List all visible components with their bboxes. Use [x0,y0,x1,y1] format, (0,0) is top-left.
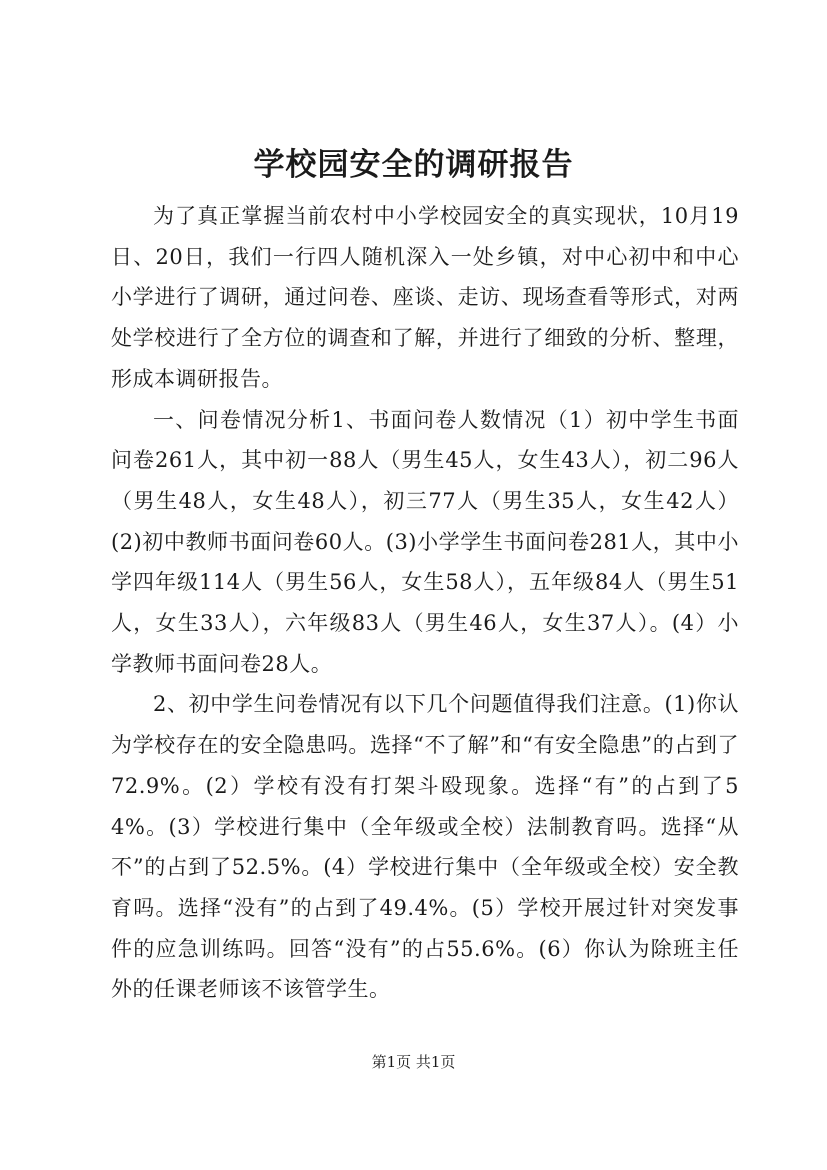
page-footer: 第1页 共1页 [371,1053,456,1071]
paragraph-intro: 为了真正掌握当前农村中小学校园安全的真实现状，10月19日、20日，我们一行四人随机深入一处乡镇，对中心初中和中心小学进行了调研，通过问卷、座谈、走访、现场查看等形式，对两处学校进行了全方位的调查和了解，并进行了细致的分析、整理，形成本调研报告。 [111,204,739,391]
paragraph-middle-school-findings: 2、初中学生问卷情况有以下几个问题值得我们注意。(1)你认为学校存在的安全隐患吗。选择“不了解”和“有安全隐患”的占到了72.9%。(2）学校有没有打架斗殴现象。选择“有”的占到了54%。(3）学校进行集中（全年级或全校）法制教育吗。选择“从不”的占到了52.5%。(4）学校进行集中（全年级或全校）安全教育吗。选择“没有”的占到了49.4%。(5）学校开展过针对突发事件的应急训练吗。回答“没有”的占55.6%。(6）你认为除班主任外的任课老师该不该管学生。 [111,692,739,1002]
document-title: 学校园安全的调研报告 [253,147,574,183]
document-body [111,196,739,1010]
paragraph-questionnaire-count: 一、问卷情况分析1、书面问卷人数情况（1）初中学生书面问卷261人，其中初一88人（男生45人，女生43人），初二96人（男生48人，女生48人），初三77人（男生35人，女生42人）(2)初中教师书面问卷60人。(3)小学学生书面问卷281人，其中小学四年级114人（男生56人，女生58人），五年级84人（男生51人，女生33人），六年级83人（男生46人，女生37人）。(4）小学教师书面问卷28人。 [111,407,739,676]
